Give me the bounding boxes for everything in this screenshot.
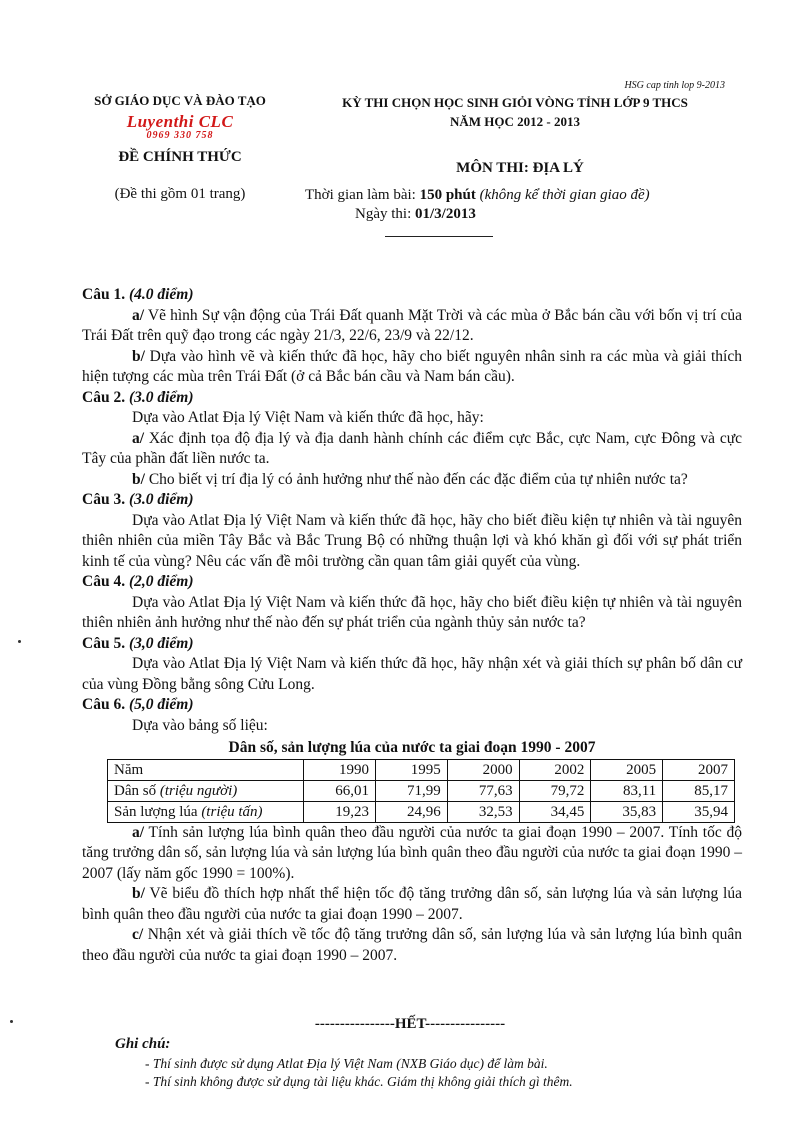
table-year-cell: 2000 — [447, 759, 519, 780]
department-name: SỞ GIÁO DỤC VÀ ĐÀO TẠO — [94, 93, 266, 108]
part-text: Vẽ biểu đồ thích hợp nhất thể hiện tốc độ tăng trưởng dân số, sản lượng lúa và sản lượng lúa bình quân theo đầu người của nước ta giai đoạn 1990 – 2007. — [82, 885, 742, 923]
brand-watermark: Luyenthi CLC — [126, 112, 234, 131]
question-1-title: Câu 1. — [82, 286, 129, 303]
part-text: Tính sản lượng lúa bình quân theo đầu người của nước ta giai đoạn 1990 – 2007. Tính tốc độ tăng trưởng dân số, sản lượng lúa và sản lượng lúa bình quân theo đầu người của nước ta giai đoạn 1990 – 2007 (lấy năm gốc 1990 = 100%). — [82, 823, 742, 882]
table-year-cell: 1995 — [375, 759, 447, 780]
question-6-intro: Dựa vào bảng số liệu: — [132, 716, 268, 734]
part-label: a/ — [132, 823, 145, 841]
left-header — [70, 93, 290, 203]
time-note: (không kể thời gian giao đề) — [475, 187, 650, 203]
row-unit-text: (triệu người) — [159, 782, 238, 799]
time-value: 150 phút — [419, 187, 476, 203]
question-6-part-b — [82, 884, 742, 925]
part-label: c/ — [132, 926, 144, 943]
part-label: a/ — [132, 306, 145, 324]
row-label-text: Sản lượng lúa — [114, 803, 202, 820]
part-text: Dựa vào hình vẽ và kiến thức đã học, hãy cho biết nguyên nhân sinh ra các mùa và giải thích hiện tượng các mùa trên Trái Đất (ở cả Bắc bán cầu và Nam bán cầu). — [82, 347, 742, 385]
question-6-title: Câu 6. — [82, 696, 129, 713]
question-1-heading — [82, 285, 742, 306]
data-table — [107, 759, 735, 823]
question-3-text: Dựa vào Atlat Địa lý Việt Nam và kiến thức đã học, hãy cho biết điều kiện tự nhiên và tài nguyên thiên nhiên của miền Tây Bắc và Bắc Trung Bộ có những thuận lợi và khó khăn gì đối với sự phát triển kinh tế của vùng? Nêu các vấn đề môi trường cần quan tâm giải quyết của vùng. — [82, 511, 742, 570]
notes-title: Ghi chú: — [115, 1036, 171, 1052]
part-label: b/ — [132, 347, 145, 365]
part-text: Vẽ hình Sự vận động của Trái Đất quanh Mặt Trời và các mùa ở Bắc bán cầu với bốn vị trí của Trái Đất trên quỹ đạo trong các ngày 21/3, 22/6, 23/9 và 22/12. — [82, 306, 742, 344]
part-label: a/ — [132, 429, 145, 447]
date-line — [355, 206, 476, 223]
table-cell: 19,23 — [304, 801, 376, 822]
question-3-heading — [82, 490, 742, 511]
question-2-points: (3.0 điểm) — [128, 388, 194, 406]
question-5-title: Câu 5. — [82, 634, 129, 652]
question-3-points: (3.0 điểm) — [128, 491, 194, 508]
part-text: Nhận xét và giải thích về tốc độ tăng trưởng dân số, sản lượng lúa và sản lượng lúa bình quân theo đầu người của nước ta giai đoạn 1990 – 2007. — [82, 926, 742, 964]
table-cell: 34,45 — [519, 801, 591, 822]
page-count-note: (Đề thi gồm 01 trang) — [114, 186, 246, 202]
question-1-part-a — [82, 306, 742, 347]
row-label-text: Dân số — [114, 782, 160, 799]
part-label: b/ — [132, 470, 145, 488]
right-header — [300, 95, 730, 130]
question-5-points: (3,0 điểm) — [128, 634, 194, 652]
table-row-label — [108, 801, 304, 822]
question-4-heading — [82, 572, 742, 593]
table-year-cell: 2007 — [663, 759, 735, 780]
school-year: NĂM HỌC 2012 - 2013 — [450, 114, 580, 129]
time-label: Thời gian làm bài: — [305, 187, 420, 203]
exam-title: KỲ THI CHỌN HỌC SINH GIỎI VÒNG TỈNH LỚP 9 THCS — [342, 95, 688, 110]
official-label: ĐỀ CHÍNH THỨC — [118, 149, 242, 165]
table-cell: 35,83 — [591, 801, 663, 822]
table-year-cell: 2005 — [591, 759, 663, 780]
question-2-part-b — [82, 470, 742, 491]
brand-phone: 0969 330 758 — [146, 130, 214, 141]
question-4-points: (2,0 điểm) — [128, 573, 194, 590]
question-6-part-a — [82, 823, 742, 885]
table-header-row — [108, 759, 735, 780]
table-year-cell: 1990 — [304, 759, 376, 780]
table-row — [108, 801, 735, 822]
table-cell: 24,96 — [375, 801, 447, 822]
part-label: b/ — [132, 885, 145, 902]
table-cell: 83,11 — [591, 780, 663, 801]
date-label: Ngày thi: — [355, 206, 415, 222]
table-cell: 71,99 — [375, 780, 447, 801]
question-4-text: Dựa vào Atlat Địa lý Việt Nam và kiến thức đã học, hãy cho biết điều kiện tự nhiên và tài nguyên thiên nhiên ảnh hưởng như thế nào đến sự phát triển của ngành thủy sản nước ta? — [82, 593, 742, 631]
question-2-part-a — [82, 429, 742, 470]
table-year-cell: 2002 — [519, 759, 591, 780]
table-cell: 66,01 — [304, 780, 376, 801]
question-5-heading — [82, 634, 742, 655]
corner-note: HSG cap tinh lop 9-2013 — [624, 80, 725, 91]
part-text: Xác định tọa độ địa lý và địa danh hành chính các điểm cực Bắc, cực Nam, cực Đông và cực Tây của phần đất liền nước ta. — [82, 429, 742, 467]
question-6-heading — [82, 695, 742, 716]
date-value: 01/3/2013 — [415, 206, 476, 222]
question-2-intro: Dựa vào Atlat Địa lý Việt Nam và kiến thức đã học, hãy: — [132, 409, 484, 426]
question-2-heading — [82, 388, 742, 409]
subject-title: MÔN THI: ĐỊA LÝ — [456, 160, 584, 176]
table-header-cell: Năm — [108, 759, 304, 780]
end-mark: ----------------HẾT---------------- — [314, 1016, 506, 1032]
table-cell: 32,53 — [447, 801, 519, 822]
question-2-title: Câu 2. — [82, 388, 129, 406]
row-unit-text: (triệu tấn) — [201, 803, 263, 820]
table-row-label — [108, 780, 304, 801]
scan-speck — [18, 640, 21, 643]
question-5-text: Dựa vào Atlat Địa lý Việt Nam và kiến thức đã học, hãy nhận xét và giải thích sự phân bố dân cư của vùng Đồng bằng sông Cửu Long. — [82, 655, 742, 693]
note-item: - Thí sinh được sử dụng Atlat Địa lý Việt Nam (NXB Giáo dục) để làm bài. — [145, 1056, 548, 1071]
table-cell: 77,63 — [447, 780, 519, 801]
table-row — [108, 780, 735, 801]
question-3-title: Câu 3. — [82, 491, 129, 508]
exam-body — [82, 285, 742, 966]
table-cell: 79,72 — [519, 780, 591, 801]
table-cell: 85,17 — [663, 780, 735, 801]
table-cell: 35,94 — [663, 801, 735, 822]
question-6-part-c — [82, 925, 742, 966]
table-title: Dân số, sản lượng lúa của nước ta giai đoạn 1990 - 2007 — [228, 739, 596, 756]
question-1-points: (4.0 điểm) — [128, 286, 194, 303]
question-1-part-b — [82, 347, 742, 388]
question-4-title: Câu 4. — [82, 573, 129, 590]
time-line — [305, 187, 735, 204]
part-text: Cho biết vị trí địa lý có ảnh hưởng như thế nào đến các đặc điểm của tự nhiên nước ta? — [144, 470, 688, 488]
note-item: - Thí sinh không được sử dụng tài liệu khác. Giám thị không giải thích gì thêm. — [145, 1074, 573, 1089]
question-6-points: (5,0 điểm) — [128, 696, 194, 713]
scan-speck — [10, 1020, 13, 1023]
date-underline — [385, 236, 493, 237]
